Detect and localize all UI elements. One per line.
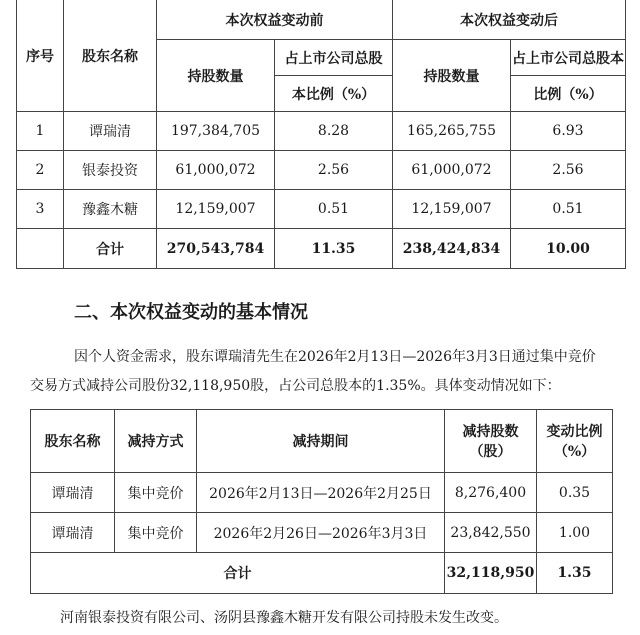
- total-before-ratio: 11.35: [275, 229, 393, 269]
- row-name: 谭瑞清: [31, 473, 115, 513]
- row-seq: 3: [17, 190, 64, 229]
- row-before-shares: 197,384,705: [157, 112, 275, 151]
- row-period: 2026年2月26日—2026年3月3日: [197, 513, 445, 553]
- row-before-shares: 12,159,007: [157, 190, 275, 229]
- header-seq: 序号: [17, 0, 64, 112]
- row-shares: 8,276,400: [445, 473, 537, 513]
- header-shareholder-name: 股东名称: [31, 410, 115, 473]
- total-ratio: 1.35: [537, 553, 613, 594]
- table-row: [17, 112, 626, 151]
- row-period: 2026年2月13日—2026年2月25日: [197, 473, 445, 513]
- reduction-detail-table: [30, 409, 613, 594]
- table-row: [17, 151, 626, 190]
- row-name: 银泰投资: [64, 151, 157, 190]
- row-after-shares: 165,265,755: [393, 112, 511, 151]
- row-method: 集中竞价: [115, 513, 197, 553]
- total-row: [17, 229, 626, 269]
- row-seq: 1: [17, 112, 64, 151]
- row-name: 谭瑞清: [64, 112, 157, 151]
- table-row: [17, 190, 626, 229]
- row-after-ratio: 6.93: [511, 112, 626, 151]
- total-seq-empty: [17, 229, 64, 269]
- header-before-shares: 持股数量: [157, 40, 275, 112]
- table-row: [31, 473, 613, 513]
- row-method: 集中竞价: [115, 473, 197, 513]
- header-change-ratio: [537, 410, 613, 473]
- header-after-change: 本次权益变动后: [393, 0, 626, 40]
- row-seq: 2: [17, 151, 64, 190]
- header-after-ratio-line1: 占上市公司总股本: [511, 40, 626, 76]
- total-label: 合计: [31, 553, 445, 594]
- total-after-ratio: 10.00: [511, 229, 626, 269]
- row-shares: 23,842,550: [445, 513, 537, 553]
- row-ratio: 1.00: [537, 513, 613, 553]
- header-shareholder-name: 股东名称: [64, 0, 157, 112]
- header-after-shares: 持股数量: [393, 40, 511, 112]
- paragraph-line-1: 因个人资金需求，股东谭瑞清先生在2026年2月13日—2026年3月3日通过集中竞价: [74, 349, 596, 365]
- row-before-ratio: 0.51: [275, 190, 393, 229]
- header-reduction-method: 减持方式: [115, 410, 197, 473]
- row-after-shares: 12,159,007: [393, 190, 511, 229]
- row-before-ratio: 8.28: [275, 112, 393, 151]
- row-after-shares: 61,000,072: [393, 151, 511, 190]
- header-before-ratio-line1: 占上市公司总股: [275, 40, 393, 76]
- row-ratio: 0.35: [537, 473, 613, 513]
- table-row: [31, 513, 613, 553]
- row-after-ratio: 0.51: [511, 190, 626, 229]
- equity-change-table: [16, 0, 626, 269]
- total-row: [31, 553, 613, 594]
- header-reduced-shares-line1: 减持股数: [462, 424, 519, 440]
- header-change-ratio-line1: 变动比例: [546, 424, 603, 440]
- total-after-shares: 238,424,834: [393, 229, 511, 269]
- header-reduction-period: 减持期间: [197, 410, 445, 473]
- section-heading: 二、本次权益变动的基本情况: [74, 302, 308, 323]
- row-after-ratio: 2.56: [511, 151, 626, 190]
- header-before-ratio-line2: 本比例（%）: [275, 76, 393, 112]
- row-before-shares: 61,000,072: [157, 151, 275, 190]
- total-shares: 32,118,950: [445, 553, 537, 594]
- header-before-change: 本次权益变动前: [157, 0, 393, 40]
- header-reduced-shares: [445, 410, 537, 473]
- header-change-ratio-line2: （%）: [553, 444, 596, 460]
- paragraph-line-2: 交易方式减持公司股份32,118,950股，占公司总股本的1.35%。具体变动情况如下：: [30, 378, 561, 394]
- row-name: 豫鑫木糖: [64, 190, 157, 229]
- row-before-ratio: 2.56: [275, 151, 393, 190]
- total-label: 合计: [64, 229, 157, 269]
- total-before-shares: 270,543,784: [157, 229, 275, 269]
- row-name: 谭瑞清: [31, 513, 115, 553]
- footer-note: 河南银泰投资有限公司、汤阴县豫鑫木糖开发有限公司持股未发生改变。: [60, 610, 508, 626]
- header-reduced-shares-line2: （股）: [469, 444, 512, 460]
- header-after-ratio-line2: 比例（%）: [511, 76, 626, 112]
